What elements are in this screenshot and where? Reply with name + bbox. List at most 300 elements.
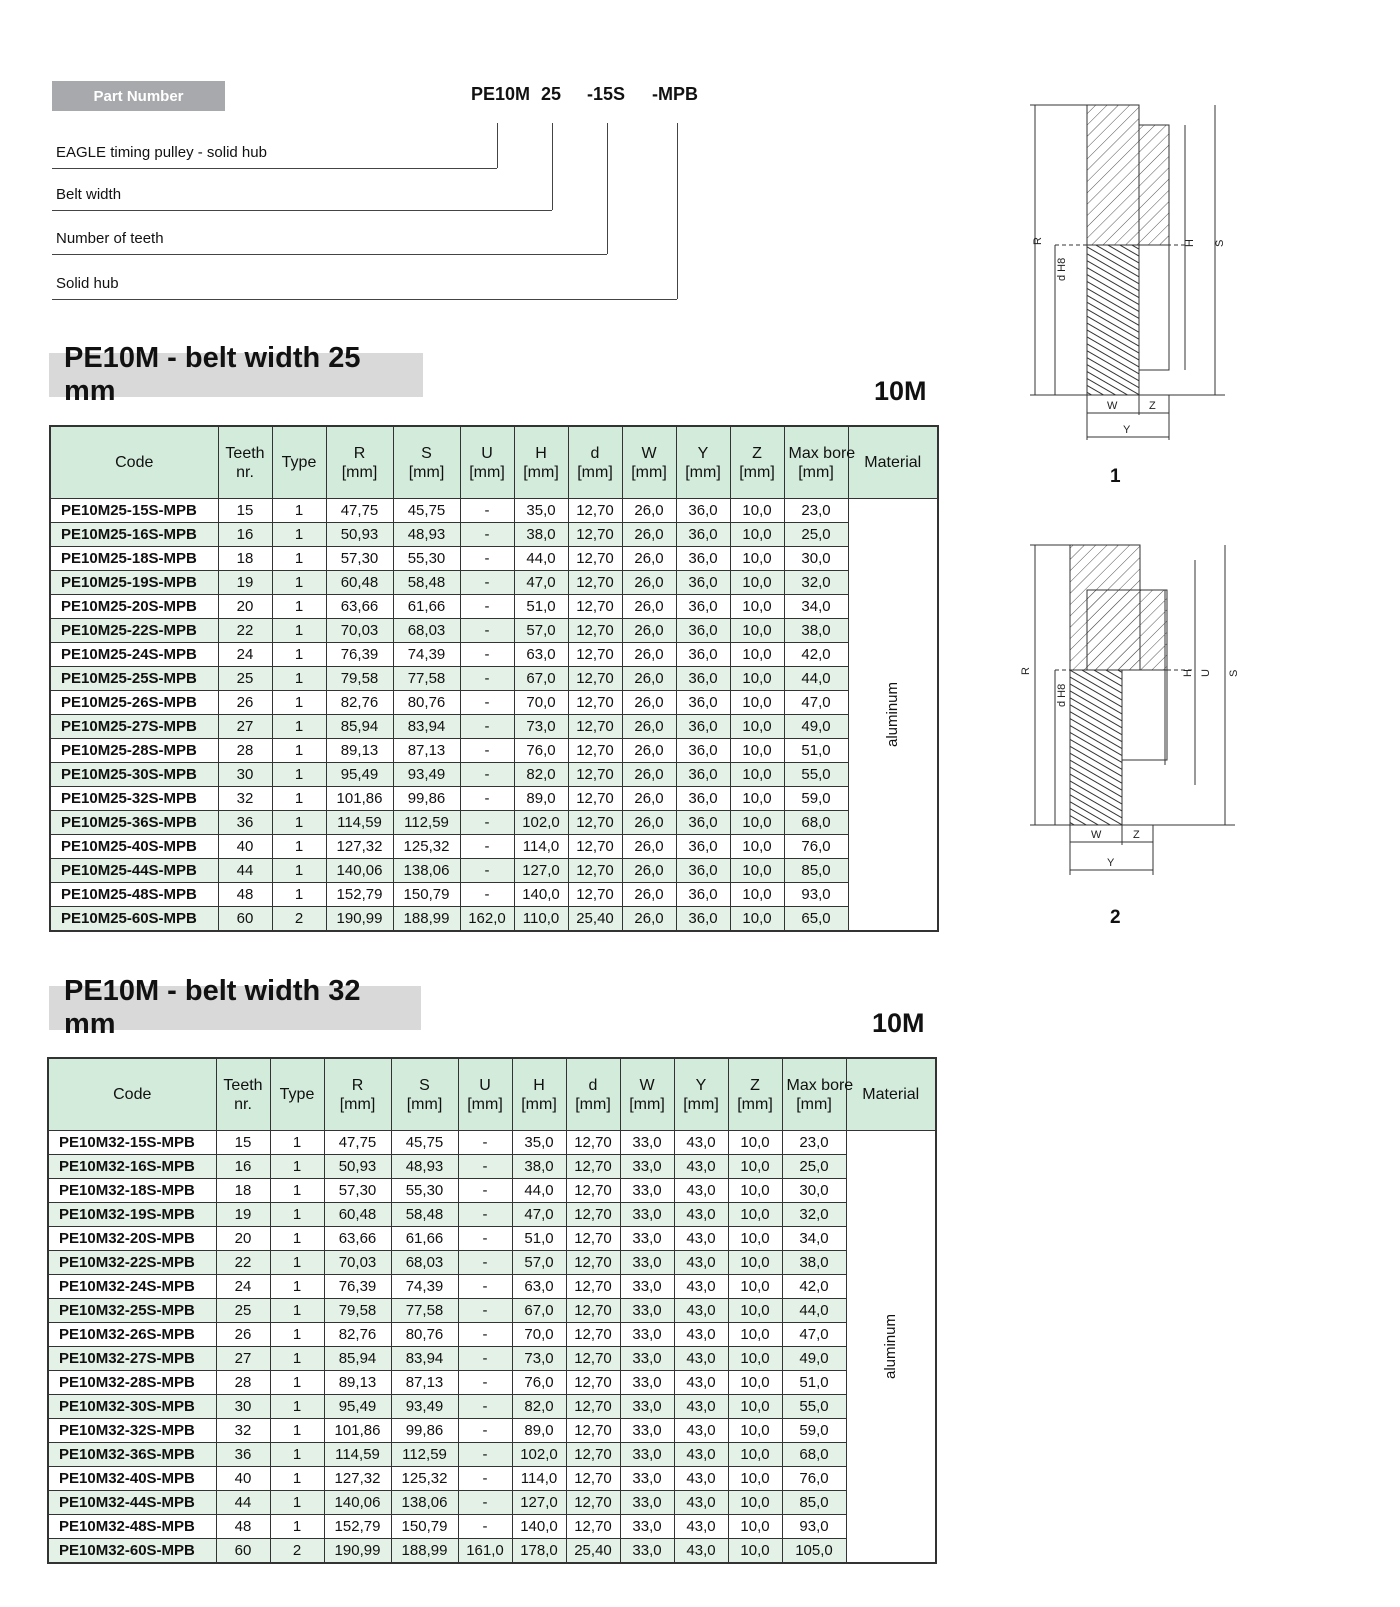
table-cell: 60,48 [324, 1203, 391, 1227]
table-cell: 110,0 [514, 907, 568, 932]
table-cell: 1 [272, 643, 326, 667]
table-cell: - [460, 499, 514, 523]
column-header-label: d [588, 1076, 598, 1094]
table-cell: 25 [218, 667, 272, 691]
table-cell: - [460, 883, 514, 907]
table-cell: 60,48 [326, 571, 393, 595]
table-cell: 44,0 [784, 667, 848, 691]
part-code-cell: PE10M32-26S-MPB [48, 1323, 216, 1347]
part-code-cell: PE10M32-48S-MPB [48, 1515, 216, 1539]
part-code-cell: PE10M25-24S-MPB [50, 643, 218, 667]
table-cell: 1 [272, 811, 326, 835]
table-cell: 112,59 [391, 1443, 458, 1467]
table-cell: 47,75 [326, 499, 393, 523]
legend-connector [677, 123, 678, 299]
column-header-label: Z [750, 1076, 760, 1094]
table-cell: 12,70 [568, 619, 622, 643]
table-cell: 44,0 [514, 547, 568, 571]
table-cell: 36 [218, 811, 272, 835]
table-cell: 68,03 [391, 1251, 458, 1275]
column-header-unit: [mm] [408, 463, 445, 481]
table-cell: - [458, 1467, 512, 1491]
table-cell: 43,0 [674, 1251, 728, 1275]
table-cell: 82,0 [514, 763, 568, 787]
table-cell: 93,49 [391, 1395, 458, 1419]
table-cell: 10,0 [728, 1467, 782, 1491]
table-cell: 76,0 [782, 1467, 846, 1491]
table-cell: 12,70 [568, 643, 622, 667]
table-cell: 36,0 [676, 715, 730, 739]
table-cell: - [460, 523, 514, 547]
table-cell: 112,59 [393, 811, 460, 835]
table-cell: 57,0 [514, 619, 568, 643]
table-row [50, 763, 938, 787]
table-cell: 48,93 [393, 523, 460, 547]
table-cell: 1 [272, 715, 326, 739]
table-cell: 190,99 [326, 907, 393, 932]
column-header [460, 426, 514, 499]
table-cell: 10,0 [728, 1515, 782, 1539]
part-code-cell: PE10M32-30S-MPB [48, 1395, 216, 1419]
table-cell: 12,70 [568, 667, 622, 691]
table-cell: 10,0 [730, 883, 784, 907]
table-cell: 12,70 [568, 763, 622, 787]
column-header-unit: [mm] [406, 1095, 443, 1113]
dim-label-s: S [1214, 239, 1226, 247]
table-cell: 93,49 [393, 763, 460, 787]
table-cell: 25,40 [566, 1539, 620, 1564]
table-cell: 45,75 [393, 499, 460, 523]
table-cell: 30,0 [784, 547, 848, 571]
part-code-cell: PE10M25-44S-MPB [50, 859, 218, 883]
table-cell: 10,0 [728, 1323, 782, 1347]
table-cell: 43,0 [674, 1323, 728, 1347]
table-cell: 23,0 [784, 499, 848, 523]
table-cell: 12,70 [566, 1131, 620, 1155]
table-cell: 178,0 [512, 1539, 566, 1564]
column-header-unit: [mm] [683, 1095, 719, 1113]
table-cell: 1 [270, 1155, 324, 1179]
table-cell: 33,0 [620, 1179, 674, 1203]
table-row [48, 1155, 936, 1179]
table-cell: 43,0 [674, 1347, 728, 1371]
table-cell: - [460, 811, 514, 835]
table-cell: 10,0 [730, 787, 784, 811]
table-cell: 43,0 [674, 1155, 728, 1179]
table-cell: 1 [270, 1443, 324, 1467]
part-code-cell: PE10M32-22S-MPB [48, 1251, 216, 1275]
table-cell: - [460, 571, 514, 595]
table-row [48, 1515, 936, 1539]
table-cell: 43,0 [674, 1515, 728, 1539]
column-header [270, 1058, 324, 1131]
table-cell: - [460, 619, 514, 643]
table-cell: 2 [270, 1539, 324, 1564]
part-code-cell: PE10M32-24S-MPB [48, 1275, 216, 1299]
table-cell: 43,0 [674, 1275, 728, 1299]
table-cell: 18 [216, 1179, 270, 1203]
column-header [784, 426, 856, 499]
table-cell: 10,0 [730, 619, 784, 643]
column-header-unit: nr. [234, 1095, 252, 1113]
table-cell: 33,0 [620, 1491, 674, 1515]
column-header [48, 1058, 216, 1131]
table-cell: 1 [270, 1467, 324, 1491]
table-cell: 188,99 [393, 907, 460, 932]
table-cell: - [460, 595, 514, 619]
table-cell: 140,06 [326, 859, 393, 883]
column-header-label: Y [697, 444, 709, 462]
table-cell: 30,0 [782, 1179, 846, 1203]
table-cell: 12,70 [568, 715, 622, 739]
table-cell: 83,94 [391, 1347, 458, 1371]
table-cell: - [460, 691, 514, 715]
table-cell: 82,76 [326, 691, 393, 715]
table-cell: 36,0 [676, 835, 730, 859]
part-code-cell: PE10M25-26S-MPB [50, 691, 218, 715]
profile-code: 10M [872, 1008, 925, 1038]
table-cell: 80,76 [391, 1323, 458, 1347]
table-cell: 33,0 [620, 1155, 674, 1179]
column-header-unit: nr. [236, 463, 254, 481]
table-cell: 36 [216, 1443, 270, 1467]
table-cell: 38,0 [512, 1155, 566, 1179]
table-cell: 1 [272, 691, 326, 715]
table-cell: 35,0 [514, 499, 568, 523]
column-header [391, 1058, 458, 1131]
table-cell: 93,0 [784, 883, 848, 907]
table-cell: 85,94 [326, 715, 393, 739]
table-cell: 63,0 [512, 1275, 566, 1299]
legend-connector [607, 123, 608, 254]
table-cell: 10,0 [728, 1203, 782, 1227]
table-cell: 43,0 [674, 1395, 728, 1419]
column-header-label: S [421, 444, 432, 462]
material-label: aluminum [882, 1313, 900, 1380]
table-cell: 1 [270, 1323, 324, 1347]
table-cell: - [458, 1203, 512, 1227]
table-cell: 20 [218, 595, 272, 619]
table-cell: 26,0 [622, 571, 676, 595]
part-code-cell: PE10M32-44S-MPB [48, 1491, 216, 1515]
table-cell: 36,0 [676, 499, 730, 523]
table-cell: 76,0 [784, 835, 848, 859]
table-cell: 26,0 [622, 715, 676, 739]
table-cell: 15 [216, 1131, 270, 1155]
section-title: PE10M - belt width 25 mm [49, 353, 423, 397]
table-cell: 36,0 [676, 811, 730, 835]
table-cell: 1 [270, 1179, 324, 1203]
table-cell: 10,0 [728, 1539, 782, 1564]
column-header-label: Max bore [786, 1076, 854, 1094]
part-code-cell: PE10M32-20S-MPB [48, 1227, 216, 1251]
table-cell: 25,40 [568, 907, 622, 932]
legend-rule [52, 168, 497, 169]
table-cell: 36,0 [676, 571, 730, 595]
table-cell: 55,0 [782, 1395, 846, 1419]
table-cell: 59,0 [782, 1419, 846, 1443]
table-cell: 36,0 [676, 739, 730, 763]
table-cell: 74,39 [391, 1275, 458, 1299]
table-row [48, 1443, 936, 1467]
table-cell: 67,0 [512, 1299, 566, 1323]
table-cell: 10,0 [728, 1299, 782, 1323]
table-cell: - [458, 1371, 512, 1395]
column-header [566, 1058, 620, 1131]
table-cell: - [458, 1491, 512, 1515]
table-cell: 33,0 [620, 1275, 674, 1299]
table-cell: 12,70 [566, 1443, 620, 1467]
table-row [50, 835, 938, 859]
dim-label-s: S [1228, 669, 1240, 677]
table-row [48, 1299, 936, 1323]
table-cell: 47,0 [782, 1323, 846, 1347]
table-cell: 10,0 [728, 1371, 782, 1395]
table-cell: 26,0 [622, 667, 676, 691]
table-cell: 1 [272, 595, 326, 619]
table-cell: 26,0 [622, 859, 676, 883]
column-header-label: Y [695, 1076, 707, 1094]
table-cell: 27 [216, 1347, 270, 1371]
table-row [50, 811, 938, 835]
table-cell: 10,0 [730, 499, 784, 523]
table-cell: - [458, 1179, 512, 1203]
table-cell: 33,0 [620, 1299, 674, 1323]
table-cell: 36,0 [676, 667, 730, 691]
table-cell: 26,0 [622, 739, 676, 763]
table-cell: 26,0 [622, 835, 676, 859]
table-cell: 77,58 [391, 1299, 458, 1323]
table-cell: 47,0 [784, 691, 848, 715]
table-row [50, 523, 938, 547]
column-header-label: W [641, 444, 657, 462]
table-cell: 89,13 [326, 739, 393, 763]
table-cell: 1 [272, 667, 326, 691]
table-cell: 79,58 [326, 667, 393, 691]
table-cell: 58,48 [391, 1203, 458, 1227]
table-cell: 70,0 [514, 691, 568, 715]
table-cell: 127,0 [512, 1491, 566, 1515]
part-code-cell: PE10M25-25S-MPB [50, 667, 218, 691]
table-cell: 24 [216, 1275, 270, 1299]
table-cell: 82,76 [324, 1323, 391, 1347]
part-code-cell: PE10M25-19S-MPB [50, 571, 218, 595]
column-header-unit: [mm] [685, 463, 721, 481]
table-cell: - [460, 715, 514, 739]
column-header [218, 426, 272, 499]
table-cell: 28 [216, 1371, 270, 1395]
table-cell: 43,0 [674, 1491, 728, 1515]
table-cell: 82,0 [512, 1395, 566, 1419]
table-cell: 10,0 [728, 1155, 782, 1179]
table-cell: 12,70 [566, 1203, 620, 1227]
table-cell: 43,0 [674, 1131, 728, 1155]
legend-rule [52, 210, 552, 211]
spec-table-32mm [47, 1057, 937, 1564]
column-header-unit: [mm] [339, 1095, 376, 1113]
column-header-label: Material [862, 1086, 920, 1103]
table-cell: - [460, 643, 514, 667]
table-cell: 1 [270, 1419, 324, 1443]
table-cell: 83,94 [393, 715, 460, 739]
legend-rule [52, 254, 607, 255]
table-cell: 44,0 [782, 1299, 846, 1323]
part-code-cell: PE10M25-30S-MPB [50, 763, 218, 787]
table-cell: 10,0 [730, 691, 784, 715]
table-cell: 55,0 [784, 763, 848, 787]
table-cell: 23,0 [782, 1131, 846, 1155]
table-cell: 76,0 [514, 739, 568, 763]
table-cell: 26,0 [622, 811, 676, 835]
table-cell: 12,70 [568, 787, 622, 811]
table-cell: 51,0 [514, 595, 568, 619]
column-header [393, 426, 460, 499]
part-code-cell: PE10M32-25S-MPB [48, 1299, 216, 1323]
table-cell: 65,0 [784, 907, 848, 932]
table-cell: 50,93 [324, 1155, 391, 1179]
table-row [50, 571, 938, 595]
column-header [676, 426, 730, 499]
table-cell: 38,0 [514, 523, 568, 547]
table-cell: 36,0 [676, 619, 730, 643]
table-cell: 48 [216, 1515, 270, 1539]
profile-code: 10M [874, 376, 927, 406]
table-row [50, 907, 938, 932]
table-cell: 89,13 [324, 1371, 391, 1395]
table-row [48, 1275, 936, 1299]
table-cell: 32 [218, 787, 272, 811]
legend-label-hub: Solid hub [56, 275, 119, 292]
dim-label-r: R [1032, 237, 1044, 245]
table-cell: 70,0 [512, 1323, 566, 1347]
table-cell: 150,79 [391, 1515, 458, 1539]
table-cell: 40 [218, 835, 272, 859]
material-cell [846, 1131, 936, 1564]
legend-label-product: EAGLE timing pulley - solid hub [56, 144, 267, 161]
table-row [50, 547, 938, 571]
table-cell: 12,70 [566, 1395, 620, 1419]
table-cell: 34,0 [782, 1227, 846, 1251]
table-cell: 12,70 [568, 811, 622, 835]
table-cell: 51,0 [784, 739, 848, 763]
table-cell: 102,0 [514, 811, 568, 835]
table-row [50, 859, 938, 883]
table-cell: 12,70 [566, 1347, 620, 1371]
column-header [622, 426, 676, 499]
table-cell: 26,0 [622, 907, 676, 932]
table-cell: 16 [216, 1155, 270, 1179]
table-cell: 47,0 [514, 571, 568, 595]
table-cell: 12,70 [566, 1179, 620, 1203]
table-cell: 48 [218, 883, 272, 907]
column-header [514, 426, 568, 499]
part-code-cell: PE10M25-48S-MPB [50, 883, 218, 907]
part-code-cell: PE10M32-60S-MPB [48, 1539, 216, 1564]
table-cell: 114,0 [512, 1467, 566, 1491]
table-row [50, 715, 938, 739]
table-cell: 10,0 [730, 763, 784, 787]
table-cell: 36,0 [676, 763, 730, 787]
part-code-cell: PE10M25-27S-MPB [50, 715, 218, 739]
table-cell: 49,0 [784, 715, 848, 739]
legend-connector [497, 123, 498, 168]
table-cell: 26 [216, 1323, 270, 1347]
table-cell: - [458, 1395, 512, 1419]
column-header-unit: [mm] [737, 1095, 773, 1113]
table-cell: 36,0 [676, 691, 730, 715]
table-cell: 1 [272, 499, 326, 523]
column-header-unit: [mm] [798, 463, 834, 481]
table-cell: 10,0 [730, 643, 784, 667]
table-cell: 89,0 [512, 1419, 566, 1443]
part-code-cell: PE10M25-15S-MPB [50, 499, 218, 523]
part-code-cell: PE10M25-22S-MPB [50, 619, 218, 643]
table-cell: 1 [270, 1131, 324, 1155]
table-row [48, 1179, 936, 1203]
table-cell: 27 [218, 715, 272, 739]
table-cell: 49,0 [782, 1347, 846, 1371]
table-cell: 162,0 [460, 907, 514, 932]
legend-connector [552, 123, 553, 210]
part-number-series: PE10M [471, 84, 531, 104]
table-cell: 33,0 [620, 1515, 674, 1539]
table-cell: 77,58 [393, 667, 460, 691]
table-cell: - [458, 1299, 512, 1323]
table-cell: 12,70 [566, 1419, 620, 1443]
table-cell: 38,0 [782, 1251, 846, 1275]
table-cell: 10,0 [728, 1251, 782, 1275]
legend-rule [52, 299, 677, 300]
column-header [568, 426, 622, 499]
table-cell: 44 [218, 859, 272, 883]
table-cell: 45,75 [391, 1131, 458, 1155]
table-cell: 125,32 [391, 1467, 458, 1491]
table-cell: 101,86 [324, 1419, 391, 1443]
table-cell: 26,0 [622, 547, 676, 571]
table-cell: 125,32 [393, 835, 460, 859]
table-cell: 33,0 [620, 1203, 674, 1227]
column-header-unit: [mm] [631, 463, 667, 481]
table-cell: 61,66 [393, 595, 460, 619]
table-cell: 1 [270, 1491, 324, 1515]
table-cell: 76,39 [326, 643, 393, 667]
table-cell: 114,0 [514, 835, 568, 859]
pulley-drawing-type-2 [1015, 535, 1245, 895]
table-cell: 28 [218, 739, 272, 763]
column-header-label: R [353, 444, 366, 462]
part-code-cell: PE10M25-18S-MPB [50, 547, 218, 571]
table-cell: 51,0 [782, 1371, 846, 1395]
column-header-unit: [mm] [523, 463, 559, 481]
table-cell: 33,0 [620, 1371, 674, 1395]
table-cell: 1 [270, 1275, 324, 1299]
table-cell: 12,70 [566, 1299, 620, 1323]
table-cell: 12,70 [566, 1371, 620, 1395]
column-header [216, 1058, 270, 1131]
table-cell: 30 [218, 763, 272, 787]
table-cell: 44 [216, 1491, 270, 1515]
table-cell: 36,0 [676, 547, 730, 571]
table-cell: 10,0 [728, 1347, 782, 1371]
part-code-cell: PE10M32-27S-MPB [48, 1347, 216, 1371]
table-cell: 87,13 [391, 1371, 458, 1395]
part-code-cell: PE10M25-20S-MPB [50, 595, 218, 619]
column-header-label: R [351, 1076, 364, 1094]
table-cell: 12,70 [566, 1467, 620, 1491]
dim-label-y: Y [1123, 424, 1131, 436]
table-cell: 127,0 [514, 859, 568, 883]
dim-label-d: d H8 [1056, 683, 1068, 707]
